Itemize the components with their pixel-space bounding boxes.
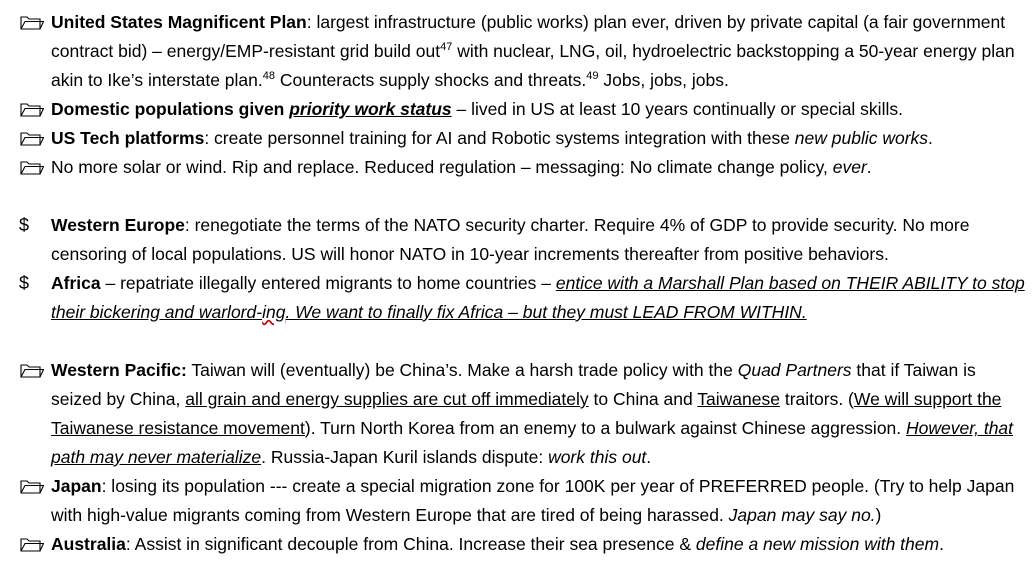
- document-body: [16, 8, 1026, 559]
- text-run: with nuclear, LNG, oil, hydroelectric backstopping a 50-year energy plan akin to Ike’s interstate plan.: [51, 41, 1015, 90]
- bullet-item: [16, 530, 1026, 559]
- text-run: . Russia-Japan Kuril islands dispute:: [261, 447, 549, 467]
- text-run: ): [875, 505, 882, 525]
- footnote-ref: 49: [586, 70, 599, 83]
- text-run: .: [939, 534, 944, 554]
- text-run: : Assist in significant decouple from China. Increase their sea presence &: [125, 534, 696, 554]
- text-run: No more solar or wind. Rip and replace. Reduced regulation – messaging: No climate change policy,: [51, 157, 833, 177]
- footnote-ref: 48: [262, 70, 275, 83]
- text-run: United States Magnificent Plan: [51, 12, 307, 32]
- text-run: – lived in US at least 10 years continually or special skills.: [451, 99, 903, 119]
- bullet-item: [16, 269, 1026, 327]
- text-run: : renegotiate the terms of the NATO security charter. Require 4% of GDP to provide security. No more censoring of local populations. US will honor NATO in 10-year increments thereafter from positive behaviors.: [51, 215, 970, 264]
- text-run: We will support the Taiwanese resistance movement: [51, 389, 1002, 438]
- text-run: ). Turn North Korea from an enemy to a bulwark against Chinese aggression.: [304, 418, 907, 438]
- text-run: priority work status: [289, 99, 452, 119]
- text-run: to China and: [588, 389, 698, 409]
- text-run: ing: [262, 302, 286, 322]
- folder-icon: [16, 8, 46, 37]
- folder-icon: [16, 124, 46, 153]
- text-run: . We want to finally fix Africa – but they must LEAD FROM WITHIN.: [285, 302, 807, 322]
- text-run: Quad Partners: [737, 360, 852, 380]
- text-run: Domestic populations given: [51, 99, 290, 119]
- text-run: Counteracts supply shocks and threats.: [275, 70, 587, 90]
- text-run: Western Europe: [51, 215, 185, 235]
- text-run: traitors. (: [779, 389, 854, 409]
- text-run: : create personnel training for AI and Robotic systems integration with these: [204, 128, 795, 148]
- text-run: However, that path may never materialize: [51, 418, 1014, 467]
- text-run: ever: [832, 157, 867, 177]
- text-run: – repatriate illegally entered migrants to home countries –: [100, 273, 556, 293]
- text-run: that if Taiwan is seized by China,: [51, 360, 976, 409]
- text-run: .: [866, 157, 872, 177]
- bullet-item: [16, 356, 1026, 472]
- bullet-item: [16, 153, 1026, 182]
- text-run: entice with a Marshall Plan based on THEIR ABILITY to stop their bickering and warlord-: [51, 273, 1025, 322]
- folder-icon: [16, 530, 46, 559]
- folder-icon: [16, 153, 46, 182]
- text-run: work this out: [548, 447, 647, 467]
- text-run: : largest infrastructure (public works) plan ever, driven by private capital (a fair government contract bid) – energy/EMP-resistant grid build out: [51, 12, 1006, 61]
- text-run: US Tech platforms: [51, 128, 205, 148]
- text-run: Australia: [51, 534, 126, 554]
- folder-icon: [16, 472, 46, 501]
- text-run: Jobs, jobs, jobs.: [598, 70, 729, 90]
- text-run: .: [928, 128, 933, 148]
- dollar-bullet: $: [19, 215, 30, 235]
- folder-icon: [16, 356, 46, 385]
- folder-icon: [16, 95, 46, 124]
- text-run: new public works: [794, 128, 929, 148]
- text-run: .: [646, 447, 652, 467]
- text-run: Taiwanese: [697, 389, 780, 409]
- text-run: : losing its population --- create a special migration zone for 100K per year of PREFERRED people. (Try to help Japan with high-value migrants coming from Western Europe that are tired of being harassed.: [51, 476, 1015, 525]
- dollar-bullet: $: [19, 273, 30, 293]
- text-run: Africa: [51, 273, 101, 293]
- bullet-item: [16, 95, 1026, 124]
- bullet-item: [16, 8, 1026, 95]
- text-run: Taiwan will (eventually) be China’s. Make a harsh trade policy with the: [186, 360, 738, 380]
- text-run: all grain and energy supplies are cut off immediately: [185, 389, 589, 409]
- text-run: Japan may say no.: [728, 505, 876, 525]
- footnote-ref: 47: [440, 41, 453, 54]
- text-run: define a new mission with them: [695, 534, 940, 554]
- bullet-item: [16, 472, 1026, 530]
- text-run: Western Pacific:: [51, 360, 187, 380]
- bullet-item: [16, 124, 1026, 153]
- text-run: Japan: [51, 476, 102, 496]
- bullet-item: [16, 211, 1026, 269]
